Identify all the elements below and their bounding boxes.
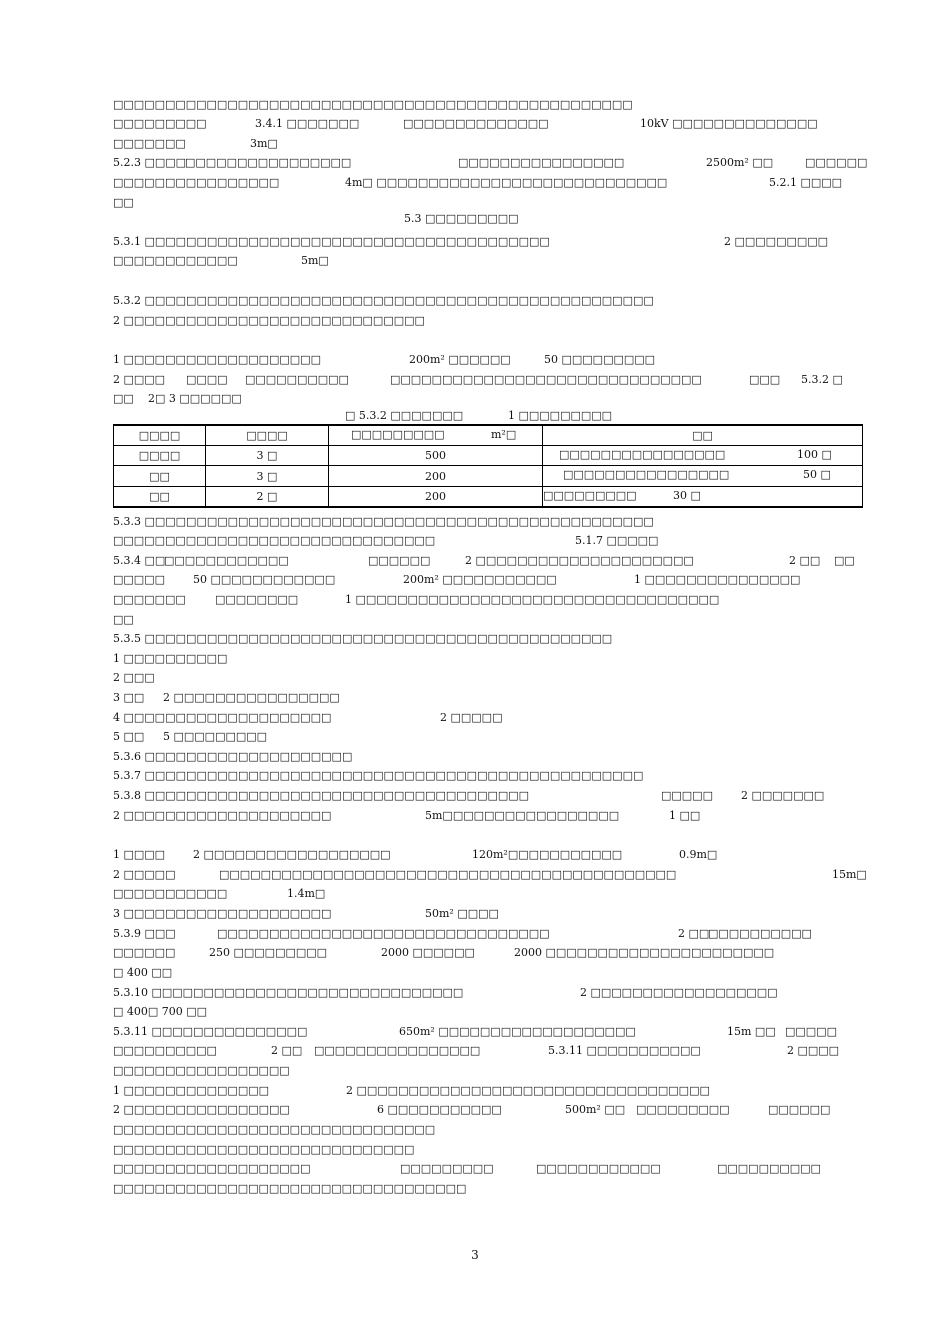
text-segment: □□□□□□□□□□□□□□□□□□□□□□□□□□□□□□□	[113, 1123, 436, 1136]
table-cell: 3 □	[206, 446, 329, 466]
text-segment: 120m²□□□□□□□□□□□	[472, 848, 623, 861]
text-segment: 500m² □□	[565, 1103, 626, 1116]
text-segment: 1 □□□□□□□□□□□□□□□	[634, 573, 801, 586]
text-segment: □□□□□□	[805, 156, 868, 169]
text-line	[0, 884, 950, 904]
text-segment: 5.3.2 □	[801, 373, 843, 386]
table-header-cell: □□	[543, 425, 863, 446]
text-segment: 1 □□	[669, 809, 701, 822]
text-segment: □□□□□□□	[113, 593, 186, 606]
text-segment: 2000 □□□□□□	[381, 946, 475, 959]
text-line	[0, 845, 950, 865]
table-header-cell	[329, 425, 543, 446]
text-line	[0, 251, 950, 271]
text-line	[0, 291, 950, 311]
text-segment: 5.3.4 □□	[113, 554, 166, 567]
text-segment: 3m□	[250, 137, 278, 150]
cell-value: 50 □	[803, 468, 831, 482]
text-segment: □□□□□	[661, 789, 713, 802]
text-segment: 2 □□□□□□□□□□□□□□□□□□□□□	[465, 554, 694, 567]
header-label: □□□□□□□□□	[351, 428, 445, 441]
text-segment: □□□□□□□□□□□□□□□□□□□□□□□□□□□□□□□□□□□□□□□□□□□□	[219, 868, 677, 881]
text-segment: □□□□□□□□□□□□□□□□□□□□□□□□□□□□□□□	[113, 534, 436, 547]
text-segment: 1 □□□□	[113, 848, 166, 861]
text-segment: □□□□□□□□□□□□□□□□□□□□□□□□□□□□□□□□	[217, 927, 550, 940]
text-segment: 5.3.1 □□□□□□□□□□□□□□□□□□□□□□□□□□□□□□□□□□□□□□□	[113, 235, 550, 248]
table-cell: □□	[114, 466, 206, 486]
text-segment: □□□□□	[785, 1025, 837, 1038]
text-segment: 2 □□□□□□□	[741, 789, 825, 802]
text-line	[0, 668, 950, 688]
text-segment: □□	[113, 392, 134, 405]
text-line	[0, 786, 950, 806]
page-number: 3	[471, 1248, 479, 1262]
text-line	[0, 983, 950, 1003]
text-segment: 2 □□	[789, 554, 821, 567]
text-line	[0, 963, 950, 983]
text-segment: 1 □□□□□□□□□□□□□□□□□□□□□□□□□□□□□□□□□□□	[345, 593, 720, 606]
text-line	[0, 570, 950, 590]
text-segment: 0.9m□	[679, 848, 718, 861]
text-line	[0, 727, 950, 747]
text-segment: 2 □□□□□□□□□□□□□□□□	[163, 691, 340, 704]
text-segment: 5m□	[301, 254, 329, 267]
text-segment: 3 □□□□□□□□□□□□□□□□□□□□	[113, 907, 332, 920]
table-caption	[345, 409, 613, 422]
text-segment: 2 □□□□□□□□□□□□□□□□□□	[580, 986, 778, 999]
table-cell	[543, 446, 863, 466]
text-segment: 2□ 3 □□□□□□	[148, 392, 242, 405]
table-cell: □□	[114, 486, 206, 507]
text-segment: 650m² □□□□□□□□□□□□□□□□□□□	[399, 1025, 636, 1038]
text-segment: 5.3.11 □□□□□□□□□□□	[548, 1044, 701, 1057]
text-segment: 5.2.3 □□□□	[113, 156, 187, 169]
text-line	[0, 350, 950, 370]
text-segment: □□□□□□□□□□□□□□□□□□□□□□□□□□□□□□	[390, 373, 702, 386]
text-line	[0, 232, 950, 252]
text-segment: 4m□ □□□□□□□□□□□□□□□□□□□□□□□□□□□□	[345, 176, 668, 189]
table-caption-part: 1 □□□□□□□□□	[508, 409, 613, 422]
text-line	[0, 551, 950, 571]
text-segment: 2 □□□□□□□□□□□□□□□□□□□□□□□□□□□□□	[113, 314, 425, 327]
table-row	[114, 486, 863, 507]
text-line	[0, 747, 950, 767]
text-line	[0, 806, 950, 826]
text-segment: □□□□□□□□□□□□	[113, 254, 238, 267]
text-segment: □□	[113, 613, 134, 626]
text-segment: 5.1.7 □□□□□	[575, 534, 659, 547]
text-segment: □□□□□□□□□	[400, 1162, 494, 1175]
text-line	[0, 924, 950, 944]
cell-text: □□□□□□□□□□□□□□□□	[559, 448, 726, 462]
table-header-cell: □□□□	[114, 425, 206, 446]
text-segment: 2 □□□□□□□□□□□□□□□□	[113, 1103, 290, 1116]
text-segment: □□□□□□□□□□	[708, 927, 812, 940]
section-heading: 5.3 □□□□□□□□□	[404, 212, 519, 225]
text-segment: □□□	[749, 373, 781, 386]
text-line	[0, 173, 950, 193]
text-segment: 250 □□□□□□□□□	[209, 946, 328, 959]
text-line	[0, 708, 950, 728]
text-line	[0, 943, 950, 963]
text-line	[0, 904, 950, 924]
text-line	[0, 688, 950, 708]
text-segment: 50 □□□□□□□□□□□□	[193, 573, 336, 586]
table-cell: □□□□	[114, 446, 206, 466]
text-segment: 2 □□□□	[787, 1044, 840, 1057]
header-unit: m²□	[491, 428, 517, 441]
text-segment: 5.3.2 □□□□□□□□□□□□□□□□□□□□□□□□□□□□□□□□□□□□□□□□□□□□□□□□□	[113, 294, 654, 307]
text-segment: 3.4.1 □□□□□□□	[255, 117, 360, 130]
text-line	[0, 512, 950, 532]
text-segment: □□□□□□□□□	[636, 1103, 730, 1116]
text-segment: 50m² □□□□	[425, 907, 499, 920]
text-segment: □□□□□□	[113, 946, 176, 959]
text-segment: 2 □□	[271, 1044, 303, 1057]
text-line	[0, 1140, 950, 1160]
text-line	[0, 311, 950, 331]
text-segment: □ 400 □□	[113, 966, 173, 979]
table-cell: 500	[329, 446, 543, 466]
text-segment: 2 □□□□□□□□□	[724, 235, 829, 248]
text-segment: □□□□□□□□□□	[245, 373, 349, 386]
text-segment: □□□□□□□□□	[113, 117, 207, 130]
cell-value: 100 □	[797, 448, 832, 462]
text-line	[0, 153, 950, 173]
text-segment: □ 400□ 700 □□	[113, 1005, 208, 1018]
table-header-row	[114, 425, 863, 446]
table-row	[114, 466, 863, 486]
text-segment: 200m² □□□□□□□□□□□	[403, 573, 557, 586]
text-segment: 2000 □□□□□□□□□□□□□□□□□□□□□□	[514, 946, 775, 959]
text-segment: 1 □□□□□□□□□□□□□□	[113, 1084, 269, 1097]
text-segment: 5.3.11 □□□□□□□□□□□□□□□	[113, 1025, 308, 1038]
text-segment: 1.4m□	[287, 887, 326, 900]
table-cell: 200	[329, 466, 543, 486]
text-line	[0, 1022, 950, 1042]
text-segment: □□□□□□□□□□□□□□□□	[458, 156, 625, 169]
text-line	[0, 610, 950, 630]
table-cell	[543, 466, 863, 486]
text-segment: 5.3.6 □□□□□□□□□□□□□□□□□□□□	[113, 750, 353, 763]
text-segment: □□□□□□□□□□□□	[164, 554, 289, 567]
text-segment: 3 □□	[113, 691, 145, 704]
text-segment: 5.3.10 □□□□□□□□□□□□□□□□□□□□□□□□□□□□□□	[113, 986, 464, 999]
text-line	[0, 1120, 950, 1140]
text-segment: 2 □□□□□□□□□□□□□□□□□□□□	[113, 809, 332, 822]
text-segment: 2 □□□□□□□□□□□□□□□□□□□□□□□□□□□□□□□□□□	[346, 1084, 710, 1097]
text-line	[0, 1041, 950, 1061]
text-segment: 5.3.8 □□□□□□□□□□□□□□□□□□□□□□□□□□□□□□□□□□□□□	[113, 789, 530, 802]
text-line	[0, 1081, 950, 1101]
table-header-cell: □□□□	[206, 425, 329, 446]
text-segment: □□□□□□□□□□	[717, 1162, 821, 1175]
text-segment: □□□□□□□	[113, 137, 186, 150]
text-segment: 2 □□□□□	[113, 868, 176, 881]
text-segment: 10kV □□□□□□□□□□□□□□	[640, 117, 818, 130]
table-caption-part: □ 5.3.2 □□□□□□□	[345, 409, 464, 422]
text-segment: 2 □□□□□□□□□□□□□□□□□□	[193, 848, 391, 861]
text-line	[0, 134, 950, 154]
text-segment: 2 □□□□□	[440, 711, 503, 724]
text-line	[0, 1179, 950, 1199]
text-segment: □□□□□□□□	[215, 593, 299, 606]
text-segment: □□□□□□□□□□□□□□	[403, 117, 549, 130]
text-segment: 2 □□□	[113, 671, 155, 684]
text-segment: □□□□□□□□□□□□□□□□□□□□□□□□□□□□□□□□□□	[113, 1182, 467, 1195]
text-line	[0, 95, 950, 115]
text-segment: 6 □□□□□□□□□□□	[377, 1103, 502, 1116]
text-segment: 5.3.3 □□□□□□□□□□□□□□□□□□□□□□□□□□□□□□□□□□□□□□□□□□□□□□□□□	[113, 515, 654, 528]
text-segment: 5.3.5 □□□□□□□□□□□□□□□□□□□□□□□□□□□□□□□□□□□□□□□□□□□□□	[113, 632, 613, 645]
text-segment: 5.3.7 □□□□□□□□□□□□□□□□□□□□□□□□□□□□□□□□□□□□□□□□□□□□□□□□	[113, 769, 644, 782]
text-segment: □□□□□□	[368, 554, 431, 567]
text-line	[0, 649, 950, 669]
text-segment: 15m □□	[727, 1025, 776, 1038]
cell-value: 30 □	[673, 488, 701, 502]
text-segment: □□□□□□□□□□□□	[536, 1162, 661, 1175]
text-segment: □□□□□□□□□□□□□□□□	[314, 1044, 481, 1057]
cell-text: □□□□□□□□□□□□□□□□	[563, 468, 730, 482]
data-table	[113, 424, 863, 508]
text-segment: 1 □□□□□□□□□□	[113, 652, 228, 665]
text-segment: 5 □□	[113, 730, 145, 743]
text-segment: □□□□□□□□□□□□□□□□□□□	[113, 1162, 311, 1175]
table-cell	[543, 486, 863, 507]
cell-text: □□□□□□□□□	[543, 488, 637, 502]
text-segment: □□□□□□□□□□□□□□□□□□□□□□□□□□□□□	[113, 1143, 415, 1156]
text-line	[0, 114, 950, 134]
text-segment: □□□□□	[113, 573, 165, 586]
text-line	[0, 590, 950, 610]
text-segment: □□□□□□□□□□□□□□□□	[185, 156, 352, 169]
text-segment: □□	[113, 196, 134, 209]
table-cell: 200	[329, 486, 543, 507]
table-row	[114, 446, 863, 466]
text-segment: □□□□□□□□□□□□□□□□□	[113, 1064, 290, 1077]
text-segment: 5m□□□□□□□□□□□□□□□□□	[425, 809, 620, 822]
text-line	[0, 370, 950, 390]
text-segment: □□□□□□□□□□□□□□□□□□□□□□□□□□□□□□□□□□□□□□□□□□□□□□□□□□	[113, 98, 633, 111]
text-line	[0, 389, 950, 409]
table-cell: 2 □	[206, 486, 329, 507]
text-segment: □□	[834, 554, 855, 567]
text-segment: 50 □□□□□□□□□	[544, 353, 656, 366]
text-segment: □□□□□□	[768, 1103, 831, 1116]
text-line	[0, 766, 950, 786]
text-line	[0, 1002, 950, 1022]
text-line	[0, 1159, 950, 1179]
text-segment: 15m□	[832, 868, 867, 881]
text-segment: □□□□□□□□□□	[113, 1044, 217, 1057]
text-segment: □□□□□□□□□□□□□□□□	[113, 176, 280, 189]
text-line	[0, 193, 950, 213]
text-line	[0, 1100, 950, 1120]
text-segment: 4 □□□□□□□□□□□□□□□□□□□□	[113, 711, 332, 724]
text-line	[0, 865, 950, 885]
text-segment: 5.3.9 □□□	[113, 927, 176, 940]
text-segment: 1 □□□□□□□□□□□□□□□□□□□	[113, 353, 321, 366]
text-segment: 2 □□	[678, 927, 710, 940]
text-line	[0, 531, 950, 551]
text-segment: 5 □□□□□□□□□	[163, 730, 268, 743]
text-line	[0, 1061, 950, 1081]
text-segment: 2500m² □□	[706, 156, 774, 169]
text-segment: □□□□□□□□□□□	[113, 887, 228, 900]
text-segment: 5.2.1 □□□□	[769, 176, 843, 189]
text-segment: 200m² □□□□□□	[409, 353, 511, 366]
text-segment: 2 □□□□	[113, 373, 166, 386]
table-cell: 3 □	[206, 466, 329, 486]
text-segment: □□□□	[186, 373, 228, 386]
text-line	[0, 629, 950, 649]
